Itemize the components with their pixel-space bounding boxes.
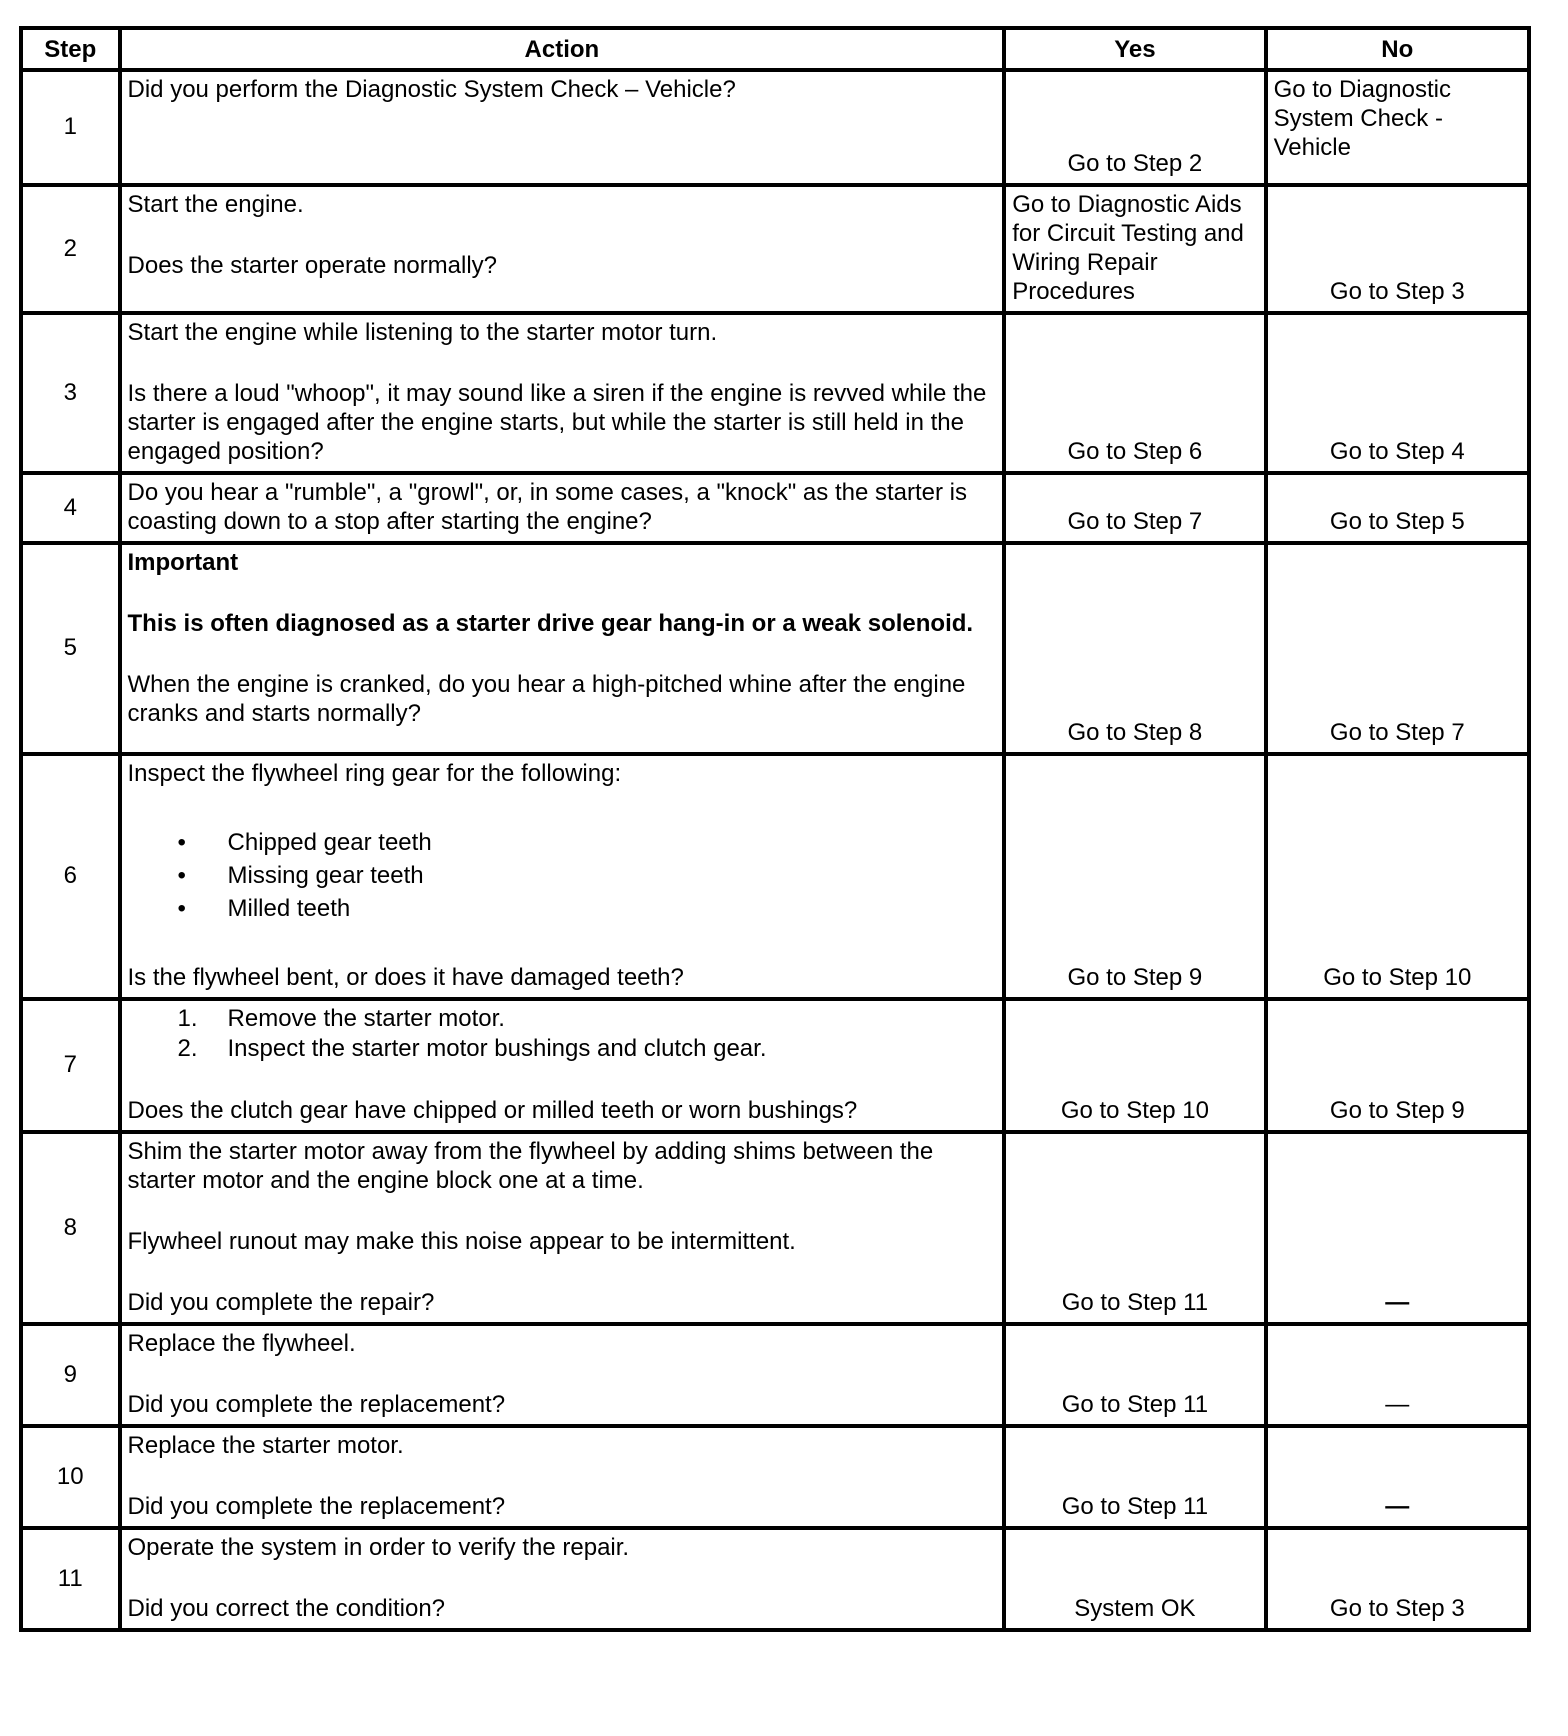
action-question: Do you hear a "rumble", a "growl", or, in some cases, a "knock" as the starter is coasting down to a stop after starting the engine? xyxy=(127,479,967,535)
table-row xyxy=(21,313,1529,473)
action-text: Shim the starter motor away from the flywheel by adding shims between the starter motor and the engine block one at a time. xyxy=(127,1138,934,1194)
header-yes: Yes xyxy=(1004,28,1265,70)
yes-cell: System OK xyxy=(1004,1528,1265,1630)
action-question: Did you complete the repair? xyxy=(127,1289,435,1316)
step-number: 11 xyxy=(21,1528,120,1630)
header-action: Action xyxy=(120,28,1005,70)
action-cell xyxy=(120,1426,1005,1528)
table-row xyxy=(21,70,1529,185)
numbered-list xyxy=(128,1004,997,1064)
action-cell xyxy=(120,543,1005,754)
action-cell xyxy=(120,1528,1005,1630)
action-cell xyxy=(120,185,1005,313)
action-question: Did you complete the replacement? xyxy=(127,1493,506,1520)
step-number: 7 xyxy=(21,999,120,1132)
important-text: This is often diagnosed as a starter drive gear hang-in or a weak solenoid. xyxy=(127,610,974,637)
action-cell xyxy=(120,473,1005,543)
step-number: 8 xyxy=(21,1132,120,1324)
header-no: No xyxy=(1266,28,1529,70)
yes-cell: Go to Step 11 xyxy=(1004,1324,1265,1426)
action-cell xyxy=(120,999,1005,1132)
yes-cell: Go to Step 8 xyxy=(1004,543,1265,754)
no-cell: Go to Step 9 xyxy=(1266,999,1529,1132)
no-cell: Go to Step 7 xyxy=(1266,543,1529,754)
list-number: 1. xyxy=(177,1005,198,1032)
yes-cell: Go to Step 7 xyxy=(1004,473,1265,543)
action-text: Replace the flywheel. xyxy=(127,1330,356,1357)
yes-cell: Go to Step 11 xyxy=(1004,1426,1265,1528)
step-number: 10 xyxy=(21,1426,120,1528)
table-row xyxy=(21,473,1529,543)
yes-cell: Go to Step 11 xyxy=(1004,1132,1265,1324)
table-row xyxy=(21,543,1529,754)
no-cell: Go to Step 4 xyxy=(1266,313,1529,473)
list-item: • Missing gear teeth xyxy=(128,859,997,892)
header-step: Step xyxy=(21,28,120,70)
diagnostic-table xyxy=(19,26,1531,1632)
action-note: Flywheel runout may make this noise appear to be intermittent. xyxy=(127,1228,796,1255)
list-text: Inspect the starter motor bushings and clutch gear. xyxy=(227,1035,767,1062)
no-cell: — xyxy=(1266,1426,1529,1528)
table-row xyxy=(21,754,1529,999)
action-cell xyxy=(120,313,1005,473)
action-text: Operate the system in order to verify the repair. xyxy=(127,1534,630,1561)
action-question: Does the clutch gear have chipped or milled teeth or worn bushings? xyxy=(127,1097,858,1124)
no-cell: — xyxy=(1266,1132,1529,1324)
list-item xyxy=(128,1004,997,1034)
step-number: 5 xyxy=(21,543,120,754)
action-cell xyxy=(120,1324,1005,1426)
action-text: Inspect the flywheel ring gear for the following: xyxy=(127,760,622,787)
list-item xyxy=(128,1034,997,1064)
table-row xyxy=(21,185,1529,313)
table-row xyxy=(21,999,1529,1132)
yes-cell: Go to Step 6 xyxy=(1004,313,1265,473)
action-text: Did you perform the Diagnostic System Check – Vehicle? xyxy=(127,76,736,103)
table-row xyxy=(21,1528,1529,1630)
step-number: 4 xyxy=(21,473,120,543)
action-text: Start the engine while listening to the starter motor turn. xyxy=(127,319,718,346)
action-cell xyxy=(120,70,1005,185)
no-cell: Go to Step 5 xyxy=(1266,473,1529,543)
step-number: 3 xyxy=(21,313,120,473)
no-cell: Go to Step 3 xyxy=(1266,1528,1529,1630)
list-item: • Milled teeth xyxy=(128,892,997,925)
action-question: Is the flywheel bent, or does it have damaged teeth? xyxy=(127,964,684,991)
list-item: • Chipped gear teeth xyxy=(128,826,997,859)
action-question: When the engine is cranked, do you hear a high-pitched whine after the engine cranks and starts normally? xyxy=(127,671,966,727)
action-question: Does the starter operate normally? xyxy=(127,252,498,279)
table-row xyxy=(21,1426,1529,1528)
yes-cell: Go to Step 9 xyxy=(1004,754,1265,999)
action-question: Is there a loud "whoop", it may sound like a siren if the engine is revved while the starter is engaged after the engine starts, but while the starter is still held in the engaged position? xyxy=(127,380,987,465)
step-number: 9 xyxy=(21,1324,120,1426)
step-number: 6 xyxy=(21,754,120,999)
yes-cell: Go to Step 2 xyxy=(1004,70,1265,185)
no-cell: Go to Step 3 xyxy=(1266,185,1529,313)
yes-cell: Go to Step 10 xyxy=(1004,999,1265,1132)
action-question: Did you complete the replacement? xyxy=(127,1391,506,1418)
bullet-list xyxy=(128,826,997,925)
action-question: Did you correct the condition? xyxy=(127,1595,446,1622)
table-row xyxy=(21,1132,1529,1324)
action-cell xyxy=(120,754,1005,999)
list-text: Remove the starter motor. xyxy=(227,1005,505,1032)
step-number: 1 xyxy=(21,70,120,185)
action-cell xyxy=(120,1132,1005,1324)
action-text: Start the engine. xyxy=(127,191,304,218)
header-row xyxy=(21,28,1529,70)
table-row xyxy=(21,1324,1529,1426)
no-cell: — xyxy=(1266,1324,1529,1426)
step-number: 2 xyxy=(21,185,120,313)
list-number: 2. xyxy=(177,1035,198,1062)
no-cell: Go to Diagnostic System Check - Vehicle xyxy=(1266,70,1529,185)
important-label: Important xyxy=(127,549,239,576)
yes-cell: Go to Diagnostic Aids for Circuit Testing and Wiring Repair Procedures xyxy=(1004,185,1265,313)
action-text: Replace the starter motor. xyxy=(127,1432,404,1459)
no-cell: Go to Step 10 xyxy=(1266,754,1529,999)
